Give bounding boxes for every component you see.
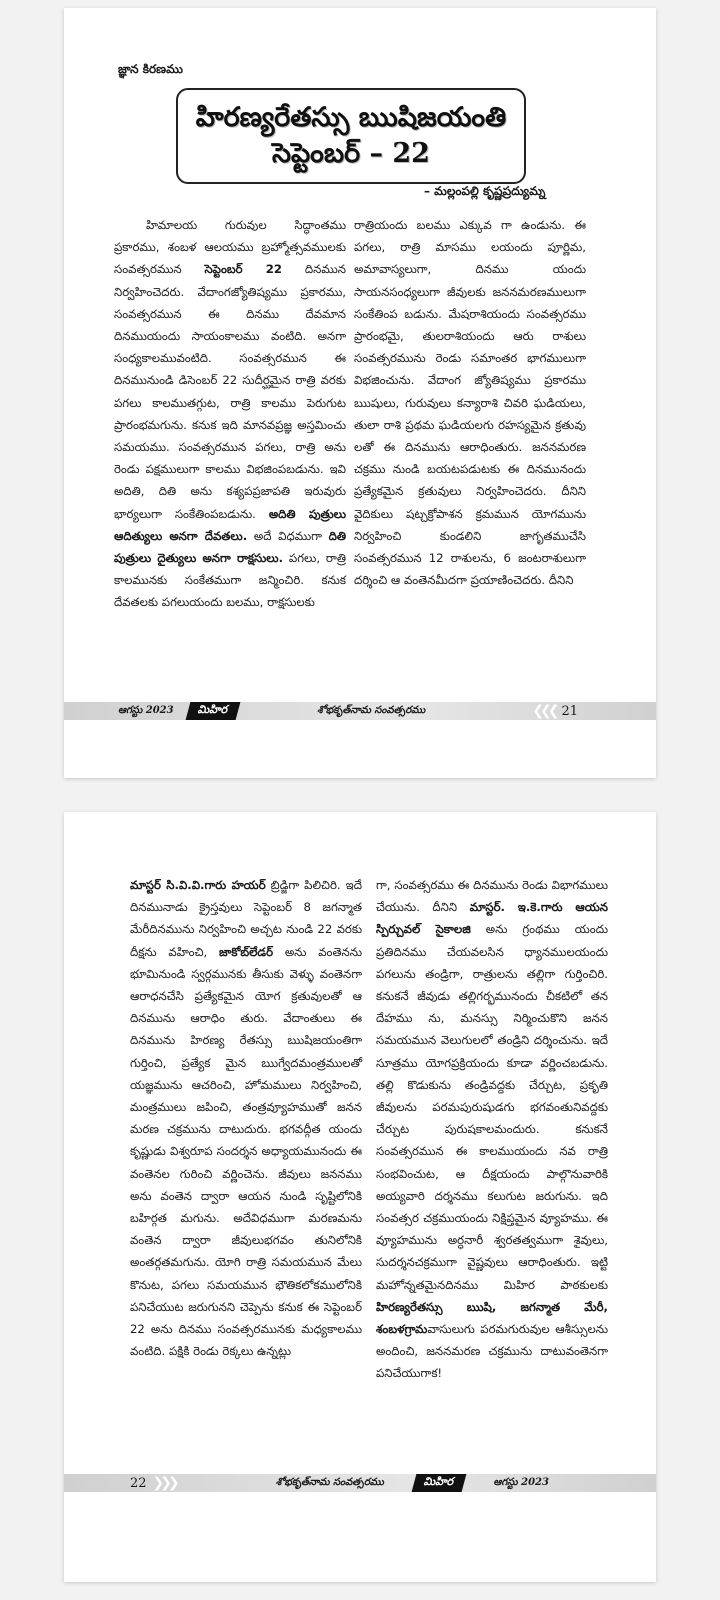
section-label: జ్ఞాన కిరణము bbox=[118, 62, 183, 76]
page-number: 22 bbox=[130, 1475, 147, 1491]
body-text: బ్రిడ్జిగా పిలిచిరి. ఇదే దినమునాడు క్రైస్తవులు సెప్టెంబర్ 8 జగన్మాత మేరీదినమును నిర్వహించి అచ్చట నుండి 22 వరకు దీక్షను వహించి, bbox=[130, 878, 362, 959]
chevron-decoration-icon: ❯❯❯ bbox=[152, 1475, 176, 1491]
body-text: అదే విధముగా bbox=[247, 528, 329, 543]
body-text: వాసులుగు పరమగురువుల ఆశీస్సులను అందించి, జననమరణ చక్రమును దాటువంతెనగా పనిచేయుగాక! bbox=[376, 1322, 608, 1381]
footer-year-name: శోభకృత్‌నామ సంవత్సరము bbox=[317, 705, 426, 716]
footer-date: ఆగస్టు 2023 bbox=[118, 705, 174, 716]
body-text: గా, సంవత్సరము ఈ దినమును రెండు విభాగములు చేయును. దీనిని bbox=[376, 878, 608, 915]
bold-text: మాస్టర్ సి.వి.వి.గారు హయర్ bbox=[130, 878, 266, 892]
bold-text: సెప్టెంబర్ 22 bbox=[204, 262, 283, 277]
article-author: – మల్లంపల్లి కృష్ణప్రద్యుమ్న bbox=[424, 184, 546, 198]
article-title-box bbox=[176, 88, 526, 184]
body-text: పగలు, రాత్రి కాలమునకు సంకేతముగా జన్మించిరి. కనుక దేవతలకు పగలుయందు బలము, రాక్షసులకు bbox=[114, 551, 346, 610]
chevron-decoration-icon: ❮❮❮ bbox=[532, 703, 556, 719]
body-text: దినమున నిర్వహించెదరు. వేదాంగజ్యోతిష్యము ప్రకారము, సంవత్సరమున ఈ దినము దేవమాన దినముయందు సాయంకాలము వంటిది. అనగా సంధ్యకాలమువంటిది. సంవత్సరమున ఈ దినమునుండి డిసెంబర్ 22 సుదీర్ఘమైన రాత్రి వరకు పగలు కాలముతగ్గుట, రాత్రి కాలము పెరుగుట ప్రారంభమగును. కనుక ఇది మానవప్రజ్ఞ అస్తమించు సమయము. సంవత్సరమున పగలు, రాత్రి అను రెండు పక్షములుగా కాలము విభజింపబడును. ఇవి అదితి, దితి అను కశ్యపప్రజాపతి ఇరువురు భార్యలుగా సంకేతింపబడును. bbox=[114, 262, 346, 521]
body-text: హిమాలయ గురువుల సిద్ధాంతము ప్రకారము, శంబళ ఆలయము బ్రహ్మోత్సవములకు సంవత్సరమున bbox=[114, 218, 346, 277]
body-text: అను వంతెనను భూమినుండి స్వర్గమునకు తీసుకు వెళ్ళు వంతెనగా ఆరాధనచేసి ప్రత్యేకమైన యోగ క్రతువులతో ఆ దినమును ఆరాధిం తురు. వేదాంతులు ఈ దినమును హిరణ్య రేతస్సు ఋషిజయంతిగా గుర్తించి, ప్రత్యేక మైన ఋగ్వేదమంత్రములతో యజ్ఞమును ఆచరించి, హోమములు నిర్వహించి, మంత్రములు జపించి, తంత్రవ్యూహముతో జనన మరణ చక్రమును దాటుదురు. భగవద్గీత యందు కృష్ణుడు విశ్వరూప సందర్శన అధ్యాయమునందు ఈ వంతెనల గురించి వర్ణించెను. జీవులు జననము అను వంతెన ద్వారా ఆయన నుండి సృష్టిలోనికి బహిర్గత మగును. అదేవిధముగా మరణమను వంతెన ద్వారా జీవులుభగవం తునిలోనికి అంతర్గతమగును. యోగి రాత్రి సమయమున మేలు కొనుట, పగలు సమయమున భౌతికలోకములోనికి పనిచేయుట జరుగునని చెప్పెను కనుక ఈ సెప్టెంబర్ 22 అను దినము సంవత్సరమునకు మధ్యకాలము వంటిది. పక్షికి రెండు రెక్కలు ఉన్నట్లు bbox=[130, 944, 362, 1359]
magazine-logo: మిహిర bbox=[185, 702, 239, 720]
footer-date: ఆగస్టు 2023 bbox=[493, 1477, 549, 1488]
footer-year-name: శోభకృత్‌నామ సంవత్సరము bbox=[275, 1477, 384, 1488]
article-title-line-2: సెప్టెంబర్ – 22 bbox=[272, 138, 430, 169]
page1-column-left bbox=[114, 214, 346, 614]
page-number: 21 bbox=[561, 703, 578, 719]
paragraph bbox=[114, 214, 346, 614]
bold-text: అదితి పుత్రులు ఆదిత్యులు అనగా దేవతలు. bbox=[114, 506, 346, 543]
page-footer bbox=[64, 1474, 656, 1492]
paragraph bbox=[376, 874, 608, 1385]
magazine-page-21 bbox=[64, 8, 656, 778]
page-footer bbox=[64, 702, 656, 720]
page1-column-right bbox=[354, 214, 586, 591]
page2-column-right bbox=[376, 874, 608, 1385]
body-text: అను గ్రంథము యందు ప్రతిదినము చేయవలసిన ధ్యానములయందు పగలును తండ్రిగా, రాత్రులను తల్లిగా గుర్తించిరి. కనుకనే జీవుడు తల్లిగర్భమునందు చీకటిలో తన దేహము ను, మనస్సు నిర్మించుకొని జనన సమయమున వెలుగులలో తండ్రిని దర్శించును. ఇదే సూత్రము యోగప్రక్రియందు కూడా వర్ణించబడును. తల్లి కొడుకును తండ్రివద్దకు చేర్చుట, ప్రకృతి జీవులను పరమపురుషుడగు భగవంతునివద్దకు చేర్చుట పురుషకాలమందురు. కనుకనే సంవత్సరమున ఈ కాలముయందు నవ రాత్రి సంభవించుట, ఆ దీక్షయందు పాల్గొనువారికి అయ్యవారి దర్శనము కలుగుట జరుగును. ఇది సంవత్సర చక్రముయందు నిక్షిప్తమైన వ్యూహము. ఈ వ్యూహమును అర్ధనారీ శ్వరతత్వముగా శైవులు, సుదర్శనచక్రముగా వైష్ణవులు ఆరాధింతురు. ఇట్టి మహోన్నతమైనదినము మిహిర పాఠకులకు bbox=[376, 922, 608, 1292]
paragraph: రాత్రియందు బలము ఎక్కువ గా ఉండును. ఈ పగలు, రాత్రి మాసము లయందు పూర్ణిమ, అమావాస్యలుగా, దినము యందు సాయనసంధ్యలుగా జీవులకు జననమరణములుగా సంకేతింప బడును. మేషరాశియందు సంవత్సరము ప్రారంభమై, తులరాశియందు ఆరు రాశులు సంవత్సరమును రెండు సమాంతర భాగములుగా విభజించును. వేదాంగ జ్యోతిష్యము ప్రకారము ఋషులు, గురువులు కన్యారాశి చివరి ఘడియలు, తులా రాశి ప్రథమ ఘడియలగు రహస్యమైన క్రతువు లతో ఈ దినమును ఆరాధింతురు. జననమరణ చక్రము నుండి బయటపడుటకు ఈ దినమునందు ప్రత్యేకమైన క్రతువులు నిర్వహించెదరు. దీనిని వైదికులు షట్చక్రోపాశన క్రమమున యోగమును నిర్వహించి కుండలిని జాగృతముచేసి సంవత్సరమున 12 రాశులను, 6 జంటరాశులుగా దర్శించి ఆ వంతెనమీదగా ప్రయాణించెదరు. దీనిని bbox=[354, 218, 586, 588]
paragraph bbox=[130, 874, 362, 1362]
bold-text: జాకోబ్‌లేడర్ bbox=[219, 944, 274, 959]
bold-text: మాస్టర్. ఇ.కె.గారు ఆయన స్పిర్చువల్ సైకాలజి bbox=[376, 900, 608, 937]
magazine-page-22 bbox=[64, 812, 656, 1582]
page2-column-left bbox=[130, 874, 362, 1362]
article-title-line-1: హిరణ్యరేతస్సు ఋషిజయంతి bbox=[195, 101, 507, 133]
magazine-logo: మిహిర bbox=[411, 1474, 465, 1492]
bold-text: దితి పుత్రులు దైత్యులు అనగా రాక్షసులు. bbox=[114, 528, 347, 566]
bold-text: హిరణ్యరేతస్సు ఋషి, జగన్మాత మేరీ, శంబళగ్రామ bbox=[376, 1299, 608, 1337]
